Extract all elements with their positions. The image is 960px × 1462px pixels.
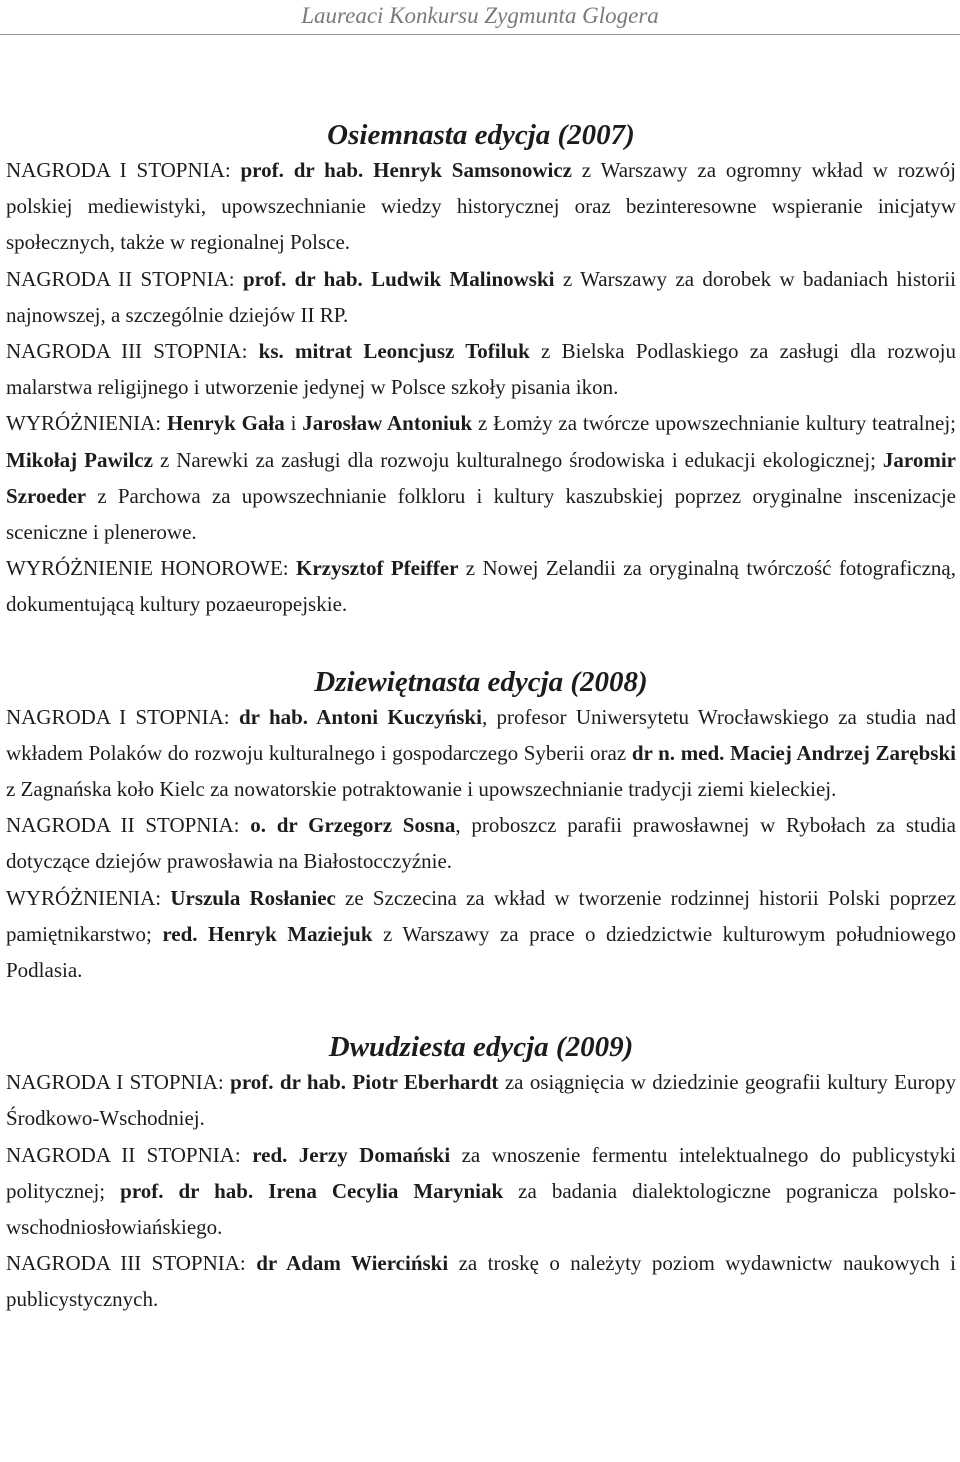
prize-level: NAGRODA III STOPNIA:	[6, 1251, 246, 1276]
edition-section	[6, 665, 956, 989]
award-text	[239, 813, 250, 837]
award-text: z Zagnańska koło Kielc za nowatorskie potraktowanie i upowszechnianie tradycji ziemi kieleckiej.	[6, 777, 837, 802]
edition-title: Dziewiętnasta edycja (2008)	[314, 665, 648, 698]
prize-level: WYRÓŻNIENIE HONOROWE:	[6, 556, 289, 581]
award-text: z Warszawy za dorobek w badaniach historii najnowszej, a szczególnie dziejów II RP.	[6, 266, 956, 327]
award-text	[246, 1251, 256, 1275]
prize-level: NAGRODA II STOPNIA:	[6, 1142, 241, 1167]
award-text: z Nowej Zelandii za oryginalną twórczość fotograficzną, dokumentującą kultury pozaeuropejskie.	[6, 556, 956, 617]
award-text: ze Szczecina za wkład w tworzenie rodzinnej historii Polski poprzez pamiętnikarstwo;	[6, 885, 956, 946]
prize-level: NAGRODA I STOPNIA:	[6, 158, 231, 182]
laureate-name: ks. mitrat Leoncjusz Tofiluk	[258, 339, 530, 364]
edition-section	[6, 118, 956, 623]
laureate-name: red. Jerzy Domański	[252, 1142, 451, 1167]
edition-title: Dwudziesta edycja (2009)	[328, 1031, 634, 1064]
award-entry	[6, 405, 956, 550]
page-body	[6, 118, 956, 1318]
award-text: z Warszawy za ogromny wkład w rozwój polskiej mediewistyki, upowszechnianie wiedzy historycznej oraz bezinteresowne wspieranie inicjatyw społecznych, także w regionalnej Polsce.	[6, 158, 957, 255]
award-text	[247, 339, 258, 363]
award-text: z Warszawy za prace o dziedzictwie kulturowym południowego Podlasia.	[6, 921, 956, 983]
running-head	[0, 0, 960, 35]
laureate-name: Urszula Rosłaniec	[170, 885, 336, 910]
laureate-name: Krzysztof Pfeiffer	[296, 556, 459, 581]
laureate-name: dr Adam Wierciński	[256, 1251, 449, 1276]
award-entry	[6, 333, 956, 405]
laureate-name: prof. dr hab. Ludwik Malinowski	[242, 266, 555, 291]
award-entry	[6, 1245, 956, 1317]
running-head-text: Laureaci Konkursu Zygmunta Glogera	[301, 3, 659, 28]
laureate-name: Mikołaj Pawilcz	[6, 447, 153, 472]
award-text	[289, 556, 296, 580]
laureate-name: prof. dr hab. Piotr Eberhardt	[230, 1070, 499, 1095]
award-text	[230, 705, 239, 729]
laureate-name: prof. dr hab. Henryk Samsonowicz	[240, 158, 572, 182]
award-entry	[6, 152, 956, 261]
laureate-name: o. dr Grzegorz Sosna	[250, 813, 456, 838]
award-text: z Łomży za twórcze upowszechnianie kultury teatralnej;	[472, 411, 956, 436]
edition-section	[6, 1030, 956, 1317]
award-text: , profesor Uniwersytetu Wrocławskiego za studia nad wkładem Polaków do rozwoju kulturalnego i gospodarczego Syberii oraz	[6, 704, 956, 765]
prize-level: NAGRODA II STOPNIA:	[6, 266, 235, 291]
award-entry	[6, 1137, 956, 1246]
award-entry	[6, 880, 956, 989]
award-entry	[6, 550, 956, 622]
laureate-name: Jarosław Antoniuk	[302, 411, 473, 436]
award-entry	[6, 807, 956, 879]
award-text	[241, 1143, 252, 1167]
prize-level: NAGRODA I STOPNIA:	[6, 1070, 224, 1095]
award-entry	[6, 699, 956, 808]
prize-level: WYRÓŻNIENIA:	[6, 411, 162, 436]
award-entry	[6, 261, 956, 333]
award-text: i	[284, 411, 303, 436]
award-text	[231, 158, 241, 182]
prize-level: NAGRODA I STOPNIA:	[6, 704, 230, 729]
laureate-name: Henryk Gała	[166, 411, 285, 436]
laureate-name: dr n. med. Maciej Andrzej Zarębski	[631, 740, 956, 765]
award-text: z Bielska Podlaskiego za zasługi dla rozwoju malarstwa religijnego i utworzenie jedynej w Polsce szkoły pisania ikon.	[6, 339, 957, 400]
laureate-name: Jaromir Szroeder	[6, 447, 956, 508]
award-text	[161, 886, 170, 910]
award-text: za osiągnięcia w dziedzinie geografii kultury Europy Środkowo-Wschodniej.	[6, 1070, 956, 1131]
edition-title: Osiemnasta edycja (2007)	[327, 119, 635, 151]
prize-level: NAGRODA III STOPNIA:	[6, 339, 248, 364]
award-text: za badania dialektologiczne pogranicza polsko-wschodniosłowiańskiego.	[6, 1178, 956, 1240]
laureate-name: prof. dr hab. Irena Cecylia Maryniak	[120, 1178, 504, 1203]
award-text: za troskę o należyty poziom wydawnictw naukowych i publicystycznych.	[6, 1251, 956, 1312]
award-text: , proboszcz parafii prawosławnej w Rybołach za studia dotyczące dziejów prawosławia na Białostocczyźnie.	[6, 813, 957, 874]
prize-level: WYRÓŻNIENIA:	[6, 885, 162, 910]
laureate-name: red. Henryk Maziejuk	[162, 921, 373, 946]
award-text: z Parchowa za upowszechnianie folkloru i kultury kaszubskiej poprzez oryginalne inscenizacje sceniczne i plenerowe.	[6, 483, 956, 545]
award-entry	[6, 1064, 956, 1136]
award-text	[235, 267, 243, 291]
laureate-name: dr hab. Antoni Kuczyński	[238, 704, 482, 729]
award-text: za wnoszenie fermentu intelektualnego do publicystyki politycznej;	[6, 1142, 956, 1203]
award-text: z Narewki za zasługi dla rozwoju kulturalnego środowiska i edukacji ekologicznej;	[152, 447, 883, 472]
prize-level: NAGRODA II STOPNIA:	[6, 813, 240, 838]
